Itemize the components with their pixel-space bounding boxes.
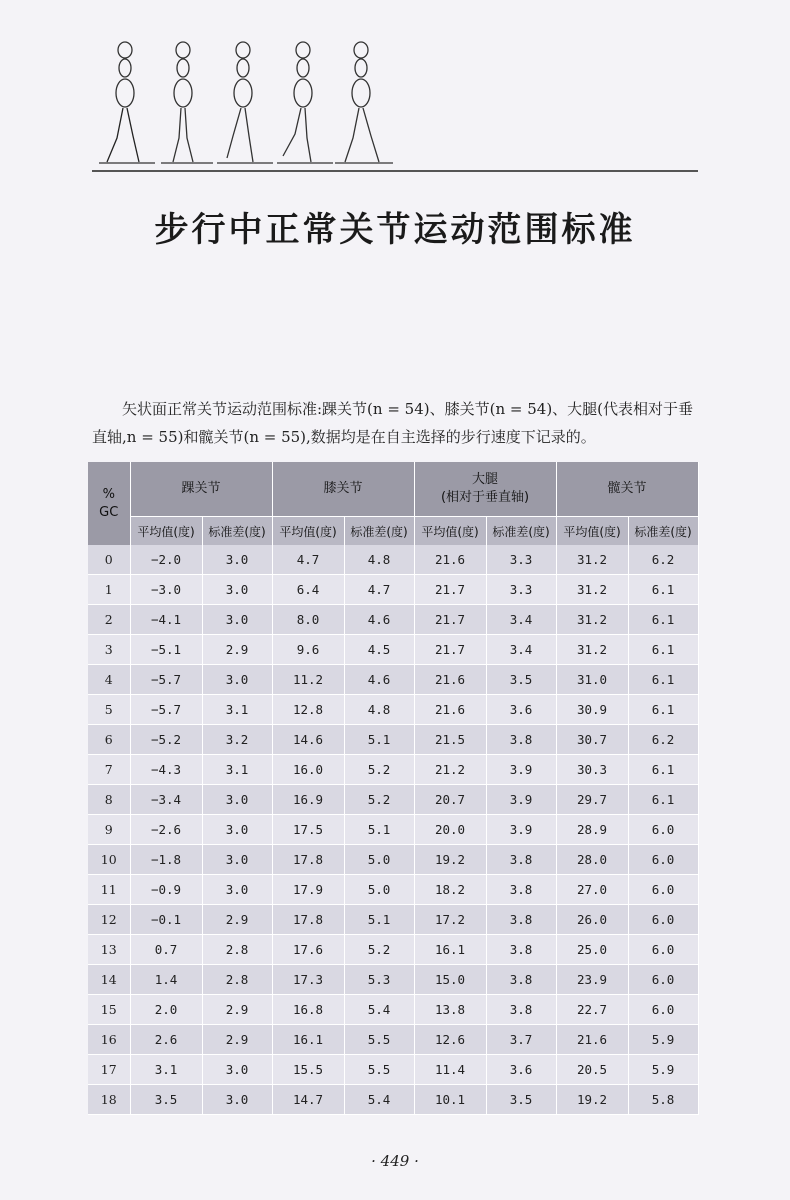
value-cell: 3.5 bbox=[486, 665, 556, 695]
value-cell: 6.1 bbox=[628, 605, 698, 635]
value-cell: 15.0 bbox=[414, 965, 486, 995]
table-row bbox=[88, 1025, 698, 1055]
value-cell: 17.6 bbox=[272, 935, 344, 965]
ankle-header: 踝关节 bbox=[130, 462, 272, 517]
gc-header bbox=[88, 462, 130, 545]
value-cell: −4.3 bbox=[130, 755, 202, 785]
value-cell: 6.1 bbox=[628, 635, 698, 665]
value-cell: −3.4 bbox=[130, 785, 202, 815]
value-cell: 21.6 bbox=[414, 665, 486, 695]
value-cell: 17.2 bbox=[414, 905, 486, 935]
value-cell: 3.9 bbox=[486, 815, 556, 845]
value-cell: 3.8 bbox=[486, 875, 556, 905]
value-cell: 4.5 bbox=[344, 635, 414, 665]
value-cell: 5.4 bbox=[344, 995, 414, 1025]
hip-header: 髋关节 bbox=[556, 462, 698, 517]
value-cell: 5.4 bbox=[344, 1085, 414, 1115]
value-cell: 6.0 bbox=[628, 815, 698, 845]
table-row bbox=[88, 995, 698, 1025]
knee-header: 膝关节 bbox=[272, 462, 414, 517]
value-cell: −5.2 bbox=[130, 725, 202, 755]
value-cell: 16.0 bbox=[272, 755, 344, 785]
value-cell: 3.0 bbox=[202, 1085, 272, 1115]
gc-cell: 3 bbox=[88, 635, 130, 665]
value-cell: 4.8 bbox=[344, 545, 414, 575]
walking-figure bbox=[277, 42, 333, 163]
thigh-header-sub: (相对于垂直轴) bbox=[440, 490, 530, 505]
table-row bbox=[88, 665, 698, 695]
value-cell: 6.2 bbox=[628, 725, 698, 755]
value-cell: 4.7 bbox=[272, 545, 344, 575]
value-cell: 5.1 bbox=[344, 725, 414, 755]
value-cell: 2.0 bbox=[130, 995, 202, 1025]
value-cell: −2.6 bbox=[130, 815, 202, 845]
value-cell: 30.9 bbox=[556, 695, 628, 725]
value-cell: 21.5 bbox=[414, 725, 486, 755]
value-cell: 6.0 bbox=[628, 905, 698, 935]
value-cell: 3.0 bbox=[202, 575, 272, 605]
page-number: · 449 · bbox=[371, 1152, 419, 1170]
gc-cell: 16 bbox=[88, 1025, 130, 1055]
value-cell: 5.2 bbox=[344, 785, 414, 815]
value-cell: 3.8 bbox=[486, 725, 556, 755]
sub-header-mean: 平均值(度) bbox=[130, 517, 202, 546]
value-cell: 12.6 bbox=[414, 1025, 486, 1055]
value-cell: 2.9 bbox=[202, 1025, 272, 1055]
gc-cell: 4 bbox=[88, 665, 130, 695]
value-cell: 26.0 bbox=[556, 905, 628, 935]
walking-figures-illustration bbox=[95, 38, 395, 166]
walking-figure bbox=[161, 42, 213, 163]
value-cell: 30.7 bbox=[556, 725, 628, 755]
value-cell: 16.1 bbox=[272, 1025, 344, 1055]
value-cell: 3.5 bbox=[130, 1085, 202, 1115]
table-row bbox=[88, 935, 698, 965]
value-cell: 6.1 bbox=[628, 755, 698, 785]
gc-cell: 14 bbox=[88, 965, 130, 995]
value-cell: 29.7 bbox=[556, 785, 628, 815]
table-row bbox=[88, 755, 698, 785]
value-cell: 4.6 bbox=[344, 605, 414, 635]
value-cell: 6.1 bbox=[628, 575, 698, 605]
table-row bbox=[88, 785, 698, 815]
table-row bbox=[88, 605, 698, 635]
table-row bbox=[88, 905, 698, 935]
value-cell: 3.8 bbox=[486, 905, 556, 935]
value-cell: 3.3 bbox=[486, 575, 556, 605]
sub-header-sd: 标准差(度) bbox=[202, 517, 272, 546]
value-cell: 3.9 bbox=[486, 785, 556, 815]
value-cell: 3.4 bbox=[486, 635, 556, 665]
table-row bbox=[88, 1085, 698, 1115]
value-cell: 3.8 bbox=[486, 935, 556, 965]
value-cell: 17.8 bbox=[272, 845, 344, 875]
value-cell: 3.6 bbox=[486, 1055, 556, 1085]
gc-cell: 18 bbox=[88, 1085, 130, 1115]
gc-cell: 7 bbox=[88, 755, 130, 785]
value-cell: 17.8 bbox=[272, 905, 344, 935]
value-cell: 3.1 bbox=[202, 695, 272, 725]
value-cell: 3.8 bbox=[486, 965, 556, 995]
value-cell: 6.2 bbox=[628, 545, 698, 575]
sub-header-sd: 标准差(度) bbox=[344, 517, 414, 546]
intro-paragraph: 矢状面正常关节运动范围标准:踝关节(n = 54)、膝关节(n = 54)、大腿(代表相对于垂直轴,n = 55)和髋关节(n = 55),数据均是在自主选择的步行速度下记录的。 bbox=[92, 400, 694, 446]
walking-figure bbox=[217, 42, 273, 163]
gc-cell: 9 bbox=[88, 815, 130, 845]
value-cell: 11.2 bbox=[272, 665, 344, 695]
gc-cell: 6 bbox=[88, 725, 130, 755]
value-cell: 19.2 bbox=[556, 1085, 628, 1115]
value-cell: 2.6 bbox=[130, 1025, 202, 1055]
sub-header-mean: 平均值(度) bbox=[556, 517, 628, 546]
value-cell: 31.2 bbox=[556, 635, 628, 665]
gc-cell: 8 bbox=[88, 785, 130, 815]
value-cell: 22.7 bbox=[556, 995, 628, 1025]
gc-cell: 13 bbox=[88, 935, 130, 965]
value-cell: 3.0 bbox=[202, 875, 272, 905]
value-cell: 3.5 bbox=[486, 1085, 556, 1115]
value-cell: 21.2 bbox=[414, 755, 486, 785]
value-cell: 20.7 bbox=[414, 785, 486, 815]
value-cell: 3.7 bbox=[486, 1025, 556, 1055]
value-cell: 21.7 bbox=[414, 575, 486, 605]
value-cell: 2.8 bbox=[202, 935, 272, 965]
table-row bbox=[88, 575, 698, 605]
gc-cell: 5 bbox=[88, 695, 130, 725]
value-cell: 21.6 bbox=[414, 695, 486, 725]
value-cell: 3.0 bbox=[202, 785, 272, 815]
walking-figure bbox=[335, 42, 393, 163]
value-cell: 13.8 bbox=[414, 995, 486, 1025]
value-cell: 5.2 bbox=[344, 935, 414, 965]
value-cell: 6.0 bbox=[628, 845, 698, 875]
value-cell: 16.8 bbox=[272, 995, 344, 1025]
value-cell: 6.1 bbox=[628, 695, 698, 725]
value-cell: −3.0 bbox=[130, 575, 202, 605]
sub-header-sd: 标准差(度) bbox=[486, 517, 556, 546]
value-cell: 3.8 bbox=[486, 995, 556, 1025]
value-cell: 18.2 bbox=[414, 875, 486, 905]
value-cell: 2.9 bbox=[202, 905, 272, 935]
value-cell: 3.4 bbox=[486, 605, 556, 635]
table-body bbox=[88, 545, 698, 1115]
table-row bbox=[88, 725, 698, 755]
value-cell: 5.1 bbox=[344, 815, 414, 845]
walking-figure bbox=[99, 42, 155, 163]
value-cell: 3.0 bbox=[202, 1055, 272, 1085]
value-cell: 3.8 bbox=[486, 845, 556, 875]
value-cell: 5.2 bbox=[344, 755, 414, 785]
value-cell: −0.1 bbox=[130, 905, 202, 935]
gc-cell: 0 bbox=[88, 545, 130, 575]
value-cell: 6.0 bbox=[628, 935, 698, 965]
value-cell: 11.4 bbox=[414, 1055, 486, 1085]
value-cell: 21.6 bbox=[414, 545, 486, 575]
value-cell: 16.1 bbox=[414, 935, 486, 965]
value-cell: 3.6 bbox=[486, 695, 556, 725]
gc-header-label: GC bbox=[99, 504, 119, 520]
value-cell: 31.2 bbox=[556, 575, 628, 605]
page-title: 步行中正常关节运动范围标准 bbox=[154, 210, 636, 250]
value-cell: 3.2 bbox=[202, 725, 272, 755]
value-cell: 16.9 bbox=[272, 785, 344, 815]
gc-cell: 11 bbox=[88, 875, 130, 905]
value-cell: 3.0 bbox=[202, 665, 272, 695]
value-cell: 1.4 bbox=[130, 965, 202, 995]
value-cell: 17.9 bbox=[272, 875, 344, 905]
value-cell: 20.0 bbox=[414, 815, 486, 845]
value-cell: 25.0 bbox=[556, 935, 628, 965]
value-cell: 0.7 bbox=[130, 935, 202, 965]
value-cell: 6.0 bbox=[628, 875, 698, 905]
table-row bbox=[88, 1055, 698, 1085]
table-row bbox=[88, 875, 698, 905]
value-cell: −5.1 bbox=[130, 635, 202, 665]
joint-range-table bbox=[88, 462, 699, 1115]
table-row bbox=[88, 545, 698, 575]
sub-header-sd: 标准差(度) bbox=[628, 517, 698, 546]
value-cell: 6.0 bbox=[628, 965, 698, 995]
value-cell: −4.1 bbox=[130, 605, 202, 635]
value-cell: 5.9 bbox=[628, 1025, 698, 1055]
value-cell: 2.8 bbox=[202, 965, 272, 995]
value-cell: 5.0 bbox=[344, 845, 414, 875]
value-cell: 15.5 bbox=[272, 1055, 344, 1085]
value-cell: 28.0 bbox=[556, 845, 628, 875]
value-cell: 9.6 bbox=[272, 635, 344, 665]
value-cell: 2.9 bbox=[202, 995, 272, 1025]
gc-cell: 1 bbox=[88, 575, 130, 605]
value-cell: 21.7 bbox=[414, 635, 486, 665]
gc-cell: 10 bbox=[88, 845, 130, 875]
value-cell: 5.1 bbox=[344, 905, 414, 935]
table-row bbox=[88, 815, 698, 845]
value-cell: 6.0 bbox=[628, 995, 698, 1025]
value-cell: 19.2 bbox=[414, 845, 486, 875]
value-cell: 31.0 bbox=[556, 665, 628, 695]
value-cell: 30.3 bbox=[556, 755, 628, 785]
value-cell: 5.5 bbox=[344, 1025, 414, 1055]
value-cell: 3.0 bbox=[202, 845, 272, 875]
table-row bbox=[88, 845, 698, 875]
value-cell: 20.5 bbox=[556, 1055, 628, 1085]
value-cell: 21.7 bbox=[414, 605, 486, 635]
value-cell: 3.0 bbox=[202, 815, 272, 845]
gc-cell: 15 bbox=[88, 995, 130, 1025]
value-cell: 4.6 bbox=[344, 665, 414, 695]
value-cell: 17.3 bbox=[272, 965, 344, 995]
value-cell: 14.6 bbox=[272, 725, 344, 755]
value-cell: 5.5 bbox=[344, 1055, 414, 1085]
table-row bbox=[88, 635, 698, 665]
value-cell: 6.1 bbox=[628, 785, 698, 815]
table-row bbox=[88, 965, 698, 995]
value-cell: 2.9 bbox=[202, 635, 272, 665]
value-cell: 5.8 bbox=[628, 1085, 698, 1115]
value-cell: −5.7 bbox=[130, 695, 202, 725]
value-cell: 10.1 bbox=[414, 1085, 486, 1115]
value-cell: 17.5 bbox=[272, 815, 344, 845]
sub-header-mean: 平均值(度) bbox=[272, 517, 344, 546]
value-cell: 3.3 bbox=[486, 545, 556, 575]
value-cell: 3.9 bbox=[486, 755, 556, 785]
value-cell: 3.0 bbox=[202, 545, 272, 575]
value-cell: 27.0 bbox=[556, 875, 628, 905]
value-cell: 14.7 bbox=[272, 1085, 344, 1115]
value-cell: −5.7 bbox=[130, 665, 202, 695]
value-cell: 3.0 bbox=[202, 605, 272, 635]
value-cell: 8.0 bbox=[272, 605, 344, 635]
value-cell: 4.7 bbox=[344, 575, 414, 605]
value-cell: 31.2 bbox=[556, 605, 628, 635]
value-cell: 23.9 bbox=[556, 965, 628, 995]
value-cell: 4.8 bbox=[344, 695, 414, 725]
value-cell: 31.2 bbox=[556, 545, 628, 575]
value-cell: −1.8 bbox=[130, 845, 202, 875]
header-rule bbox=[92, 170, 698, 172]
value-cell: −0.9 bbox=[130, 875, 202, 905]
table-row bbox=[88, 695, 698, 725]
thigh-header-label: 大腿 bbox=[472, 472, 499, 487]
value-cell: 28.9 bbox=[556, 815, 628, 845]
value-cell: 5.3 bbox=[344, 965, 414, 995]
gc-cell: 12 bbox=[88, 905, 130, 935]
value-cell: −2.0 bbox=[130, 545, 202, 575]
thigh-header bbox=[414, 462, 556, 517]
value-cell: 3.1 bbox=[130, 1055, 202, 1085]
gc-header-percent: % bbox=[102, 486, 115, 502]
gc-cell: 2 bbox=[88, 605, 130, 635]
value-cell: 3.1 bbox=[202, 755, 272, 785]
value-cell: 5.9 bbox=[628, 1055, 698, 1085]
value-cell: 12.8 bbox=[272, 695, 344, 725]
value-cell: 21.6 bbox=[556, 1025, 628, 1055]
value-cell: 6.4 bbox=[272, 575, 344, 605]
gc-cell: 17 bbox=[88, 1055, 130, 1085]
value-cell: 6.1 bbox=[628, 665, 698, 695]
sub-header-mean: 平均值(度) bbox=[414, 517, 486, 546]
value-cell: 5.0 bbox=[344, 875, 414, 905]
